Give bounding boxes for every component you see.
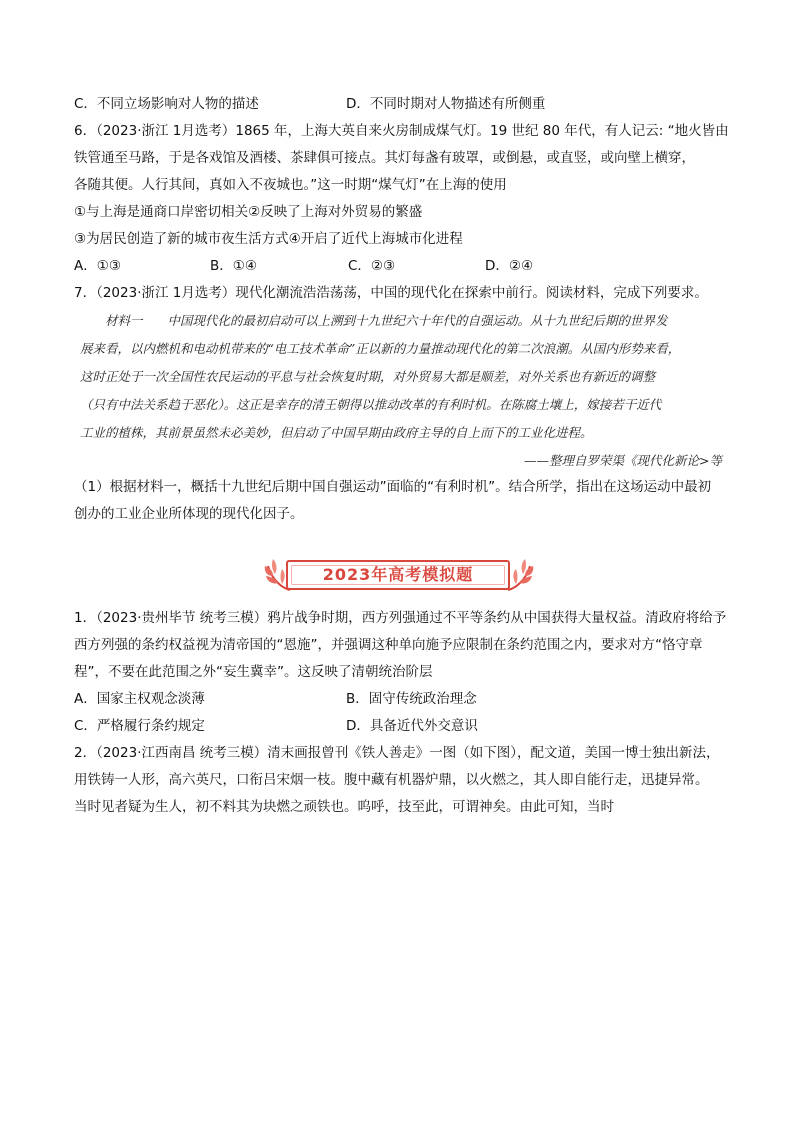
m1-stem-line-3: 程”，不要在此范围之外“妄生冀幸”。这反映了清朝统治阶层 xyxy=(74,664,433,680)
m1-option-d[interactable]: D．具备近代外交意识 xyxy=(346,718,478,734)
q7-material-line-3: 这时正处于一次全国性农民运动的平息与社会恢复时期，对外贸易大都是顺差，对外关系也有新近的调整 xyxy=(80,369,656,384)
q6-option-b[interactable]: B．①④ xyxy=(210,258,257,274)
m1-option-a[interactable]: A．国家主权观念淡薄 xyxy=(74,691,205,707)
q7-material-line-4: （只有中法关系趋于恶化）。这正是幸存的清王朝得以推动改革的有利时机。在陈腐土壤上，嫁接若干近代 xyxy=(80,397,662,412)
banner-title: 2023年高考模拟题 xyxy=(322,565,474,584)
q7-material-line-2: 展来看，以内燃机和电动机带来的“电工技术革命”正以新的力量推动现代化的第二次浪潮。从国内形势来看， xyxy=(80,341,681,356)
q7-sub-question-line-1: （1）根据材料一，概括十九世纪后期中国自强运动”面临的“有利时机”。结合所学，指出在这场运动中最初 xyxy=(74,479,712,495)
q7-material-source: ——整理自罗荣渠《现代化新论>等 xyxy=(524,453,722,468)
m1-stem-line-1: 1．（2023·贵州毕节 统考三模）鸦片战争时期，西方列强通过不平等条约从中国获得大量权益。清政府将给予 xyxy=(74,610,727,626)
m1-option-b[interactable]: B．固守传统政治理念 xyxy=(346,691,477,707)
q7-material-line-5: 工业的植株，其前景虽然未必美妙，但启动了中国早期由政府主导的自上而下的工业化进程。 xyxy=(80,425,593,440)
q6-stem-line-3: 各随其便。人行其间，真如入不夜城也。”这一时期“煤气灯”在上海的使用 xyxy=(74,177,507,193)
q7-material-line-1: 材料一 中国现代化的最初启动可以上溯到十九世纪六十年代的自强运动。从十九世纪后期的世界发 xyxy=(80,313,668,328)
m1-option-c[interactable]: C．严格履行条约规定 xyxy=(74,718,205,734)
q7-sub-question-line-2: 创办的工业企业所体现的现代化因子。 xyxy=(74,506,304,522)
m2-stem-line-3: 当时见者疑为生人，初不料其为块燃之顽铁也。呜呼，技至此，可谓神矣。由此可知，当时 xyxy=(74,799,614,815)
q5-option-d[interactable]: D．不同时期对人物描述有所侧重 xyxy=(346,96,546,112)
q6-stem-line-2: 铁管通至马路，于是各戏馆及酒楼、茶肆俱可接点。其灯每盏有玻罩，或倒悬，或直竖，或向壁上横穿， xyxy=(74,150,695,166)
banner-frame xyxy=(286,560,510,590)
m1-stem-line-2: 西方列强的条约权益视为清帝国的“恩施”，并强调这种单向施予应限制在条约范围之内，要求对方“恪守章 xyxy=(74,637,703,653)
q6-statement-line-2: ③为居民创造了新的城市夜生活方式④开启了近代上海城市化进程 xyxy=(74,231,463,247)
q6-statement-line-1: ①与上海是通商口岸密切相关②反映了上海对外贸易的繁盛 xyxy=(74,204,423,220)
m2-stem-line-1: 2．（2023·江西南昌 统考三模）清末画报曾刊《铁人善走》一图（如下图），配文道，美国一博士独出新法， xyxy=(74,745,720,761)
q6-option-a[interactable]: A．①③ xyxy=(74,258,121,274)
q6-stem-line-1: 6．（2023·浙江 1月选考）1865 年，上海大英自来火房制成煤气灯。19 世纪 80 年代，有人记云: “地火皆由 xyxy=(74,123,729,139)
section-banner xyxy=(264,556,534,596)
q6-option-c[interactable]: C．②③ xyxy=(348,258,396,274)
q5-option-c[interactable]: C．不同立场影响对人物的描述 xyxy=(74,96,259,112)
m2-stem-line-2: 用铁铸一人形，高六英尺，口衔吕宋烟一枝。腹中藏有机器炉鼎，以火燃之，其人即自能行走，迅捷异常。 xyxy=(74,772,709,788)
right-leaf-ornament-icon xyxy=(504,556,534,596)
q7-stem: 7．（2023·浙江 1月选考）现代化潮流浩浩荡荡，中国的现代化在探索中前行。阅读材料，完成下列要求。 xyxy=(74,285,708,301)
q6-option-d[interactable]: D．②④ xyxy=(485,258,534,274)
